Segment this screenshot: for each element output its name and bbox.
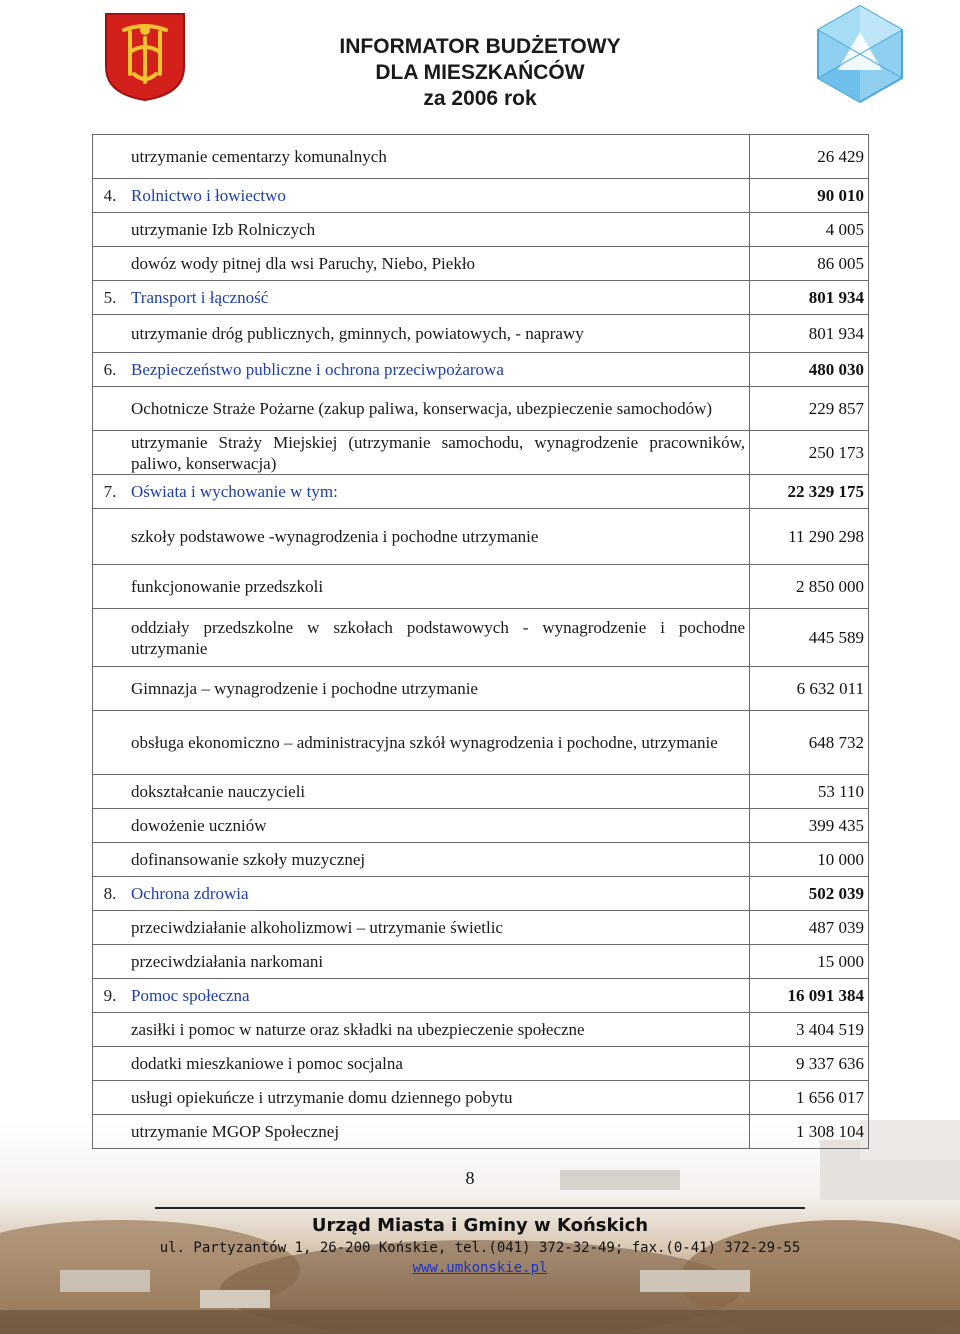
coat-of-arms-icon — [104, 12, 186, 102]
row-description: Ochrona zdrowia — [127, 877, 750, 911]
table-row — [93, 565, 869, 609]
row-description: dokształcanie nauczycieli — [127, 775, 750, 809]
category-row — [93, 353, 869, 387]
document-title — [250, 34, 710, 112]
row-number — [93, 609, 128, 667]
row-description: przeciwdziałanie alkoholizmowi – utrzymanie świetlic — [127, 911, 750, 945]
row-number — [93, 843, 128, 877]
row-amount: 399 435 — [750, 809, 869, 843]
row-number — [93, 135, 128, 179]
row-number — [93, 1047, 128, 1081]
table-row — [93, 775, 869, 809]
footer-address: ul. Partyzantów 1, 26-200 Końskie, tel.(041) 372-32-49; fax.(0-41) 372-29-55 — [159, 1240, 801, 1256]
row-amount: 22 329 175 — [750, 475, 869, 509]
row-amount: 801 934 — [750, 315, 869, 353]
row-number — [93, 315, 128, 353]
row-description: Oświata i wychowanie w tym: — [127, 475, 750, 509]
row-number — [93, 945, 128, 979]
row-amount: 801 934 — [750, 281, 869, 315]
row-number — [93, 213, 128, 247]
row-number: 5. — [93, 281, 128, 315]
table-row — [93, 135, 869, 179]
row-description: zasiłki i pomoc w naturze oraz składki na ubezpieczenie społeczne — [127, 1013, 750, 1047]
row-description: Pomoc społeczna — [127, 979, 750, 1013]
table-row — [93, 1047, 869, 1081]
table-row — [93, 809, 869, 843]
category-row — [93, 475, 869, 509]
table-row — [93, 1081, 869, 1115]
row-amount: 250 173 — [750, 431, 869, 475]
category-row — [93, 179, 869, 213]
table-row — [93, 387, 869, 431]
row-amount: 53 110 — [750, 775, 869, 809]
table-row — [93, 843, 869, 877]
table-row — [93, 315, 869, 353]
row-number: 9. — [93, 979, 128, 1013]
row-number — [93, 387, 128, 431]
footer-organization: Urząd Miasta i Gminy w Końskich — [311, 1215, 649, 1236]
table-row — [93, 1013, 869, 1047]
row-amount: 1 656 017 — [750, 1081, 869, 1115]
row-amount: 10 000 — [750, 843, 869, 877]
title-line-3: za 2006 rok — [423, 87, 537, 110]
table-row — [93, 911, 869, 945]
row-number — [93, 1081, 128, 1115]
table-row — [93, 213, 869, 247]
budget-table — [92, 134, 869, 1149]
table-row — [93, 667, 869, 711]
table-row — [93, 1115, 869, 1149]
table-row — [93, 247, 869, 281]
row-description: Ochotnicze Straże Pożarne (zakup paliwa, konserwacja, ubezpieczenie samochodów) — [127, 387, 750, 431]
table-row — [93, 945, 869, 979]
table-row — [93, 711, 869, 775]
footer-website-link[interactable]: www.umkonskie.pl — [412, 1260, 548, 1276]
crystal-logo-icon — [812, 4, 908, 104]
table-row — [93, 509, 869, 565]
row-number — [93, 667, 128, 711]
row-number: 8. — [93, 877, 128, 911]
row-number — [93, 775, 128, 809]
row-description: utrzymanie dróg publicznych, gminnych, powiatowych, - naprawy — [127, 315, 750, 353]
row-amount: 16 091 384 — [750, 979, 869, 1013]
row-description: Gimnazja – wynagrodzenie i pochodne utrzymanie — [127, 667, 750, 711]
row-number — [93, 431, 128, 475]
row-description: usługi opiekuńcze i utrzymanie domu dziennego pobytu — [127, 1081, 750, 1115]
row-amount: 502 039 — [750, 877, 869, 911]
row-number — [93, 565, 128, 609]
row-amount: 229 857 — [750, 387, 869, 431]
row-description: dowożenie uczniów — [127, 809, 750, 843]
row-amount: 480 030 — [750, 353, 869, 387]
row-amount: 15 000 — [750, 945, 869, 979]
row-description: dodatki mieszkaniowe i pomoc socjalna — [127, 1047, 750, 1081]
row-amount: 4 005 — [750, 213, 869, 247]
row-description: funkcjonowanie przedszkoli — [127, 565, 750, 609]
row-number — [93, 809, 128, 843]
page-footer — [100, 1214, 860, 1278]
row-amount: 90 010 — [750, 179, 869, 213]
row-description: Transport i łączność — [127, 281, 750, 315]
title-line-1: INFORMATOR BUDŻETOWY — [339, 35, 621, 58]
row-amount: 9 337 636 — [750, 1047, 869, 1081]
row-number: 7. — [93, 475, 128, 509]
row-amount: 648 732 — [750, 711, 869, 775]
row-description: Rolnictwo i łowiectwo — [127, 179, 750, 213]
category-row — [93, 877, 869, 911]
row-description: dofinansowanie szkoły muzycznej — [127, 843, 750, 877]
row-amount: 11 290 298 — [750, 509, 869, 565]
row-number: 6. — [93, 353, 128, 387]
row-description: utrzymanie MGOP Społecznej — [127, 1115, 750, 1149]
row-number — [93, 1013, 128, 1047]
row-description: oddziały przedszkolne w szkołach podstawowych - wynagrodzenie i pochodne utrzymanie — [127, 609, 750, 667]
row-description: dowóz wody pitnej dla wsi Paruchy, Niebo, Piekło — [127, 247, 750, 281]
row-description: utrzymanie Izb Rolniczych — [127, 213, 750, 247]
row-number — [93, 247, 128, 281]
row-amount: 6 632 011 — [750, 667, 869, 711]
row-description: Bezpieczeństwo publiczne i ochrona przeciwpożarowa — [127, 353, 750, 387]
row-number — [93, 509, 128, 565]
row-amount: 26 429 — [750, 135, 869, 179]
row-amount: 1 308 104 — [750, 1115, 869, 1149]
row-description: obsługa ekonomiczno – administracyjna szkół wynagrodzenia i pochodne, utrzymanie — [127, 711, 750, 775]
row-amount: 3 404 519 — [750, 1013, 869, 1047]
table-row — [93, 609, 869, 667]
row-number — [93, 911, 128, 945]
row-description: utrzymanie Straży Miejskiej (utrzymanie samochodu, wynagrodzenie pracowników, paliwo, konserwacja) — [127, 431, 750, 475]
row-number — [93, 711, 128, 775]
row-amount: 2 850 000 — [750, 565, 869, 609]
page-number: 8 — [465, 1168, 475, 1188]
table-row — [93, 431, 869, 475]
row-amount: 86 005 — [750, 247, 869, 281]
page-header — [0, 0, 960, 125]
row-description: utrzymanie cementarzy komunalnych — [127, 135, 750, 179]
category-row — [93, 281, 869, 315]
row-number: 4. — [93, 179, 128, 213]
row-description: szkoły podstawowe -wynagrodzenia i pochodne utrzymanie — [127, 509, 750, 565]
row-amount: 487 039 — [750, 911, 869, 945]
row-number — [93, 1115, 128, 1149]
title-line-2: DLA MIESZKAŃCÓW — [375, 61, 585, 84]
row-amount: 445 589 — [750, 609, 869, 667]
footer-divider — [155, 1207, 805, 1209]
row-description: przeciwdziałania narkomani — [127, 945, 750, 979]
category-row — [93, 979, 869, 1013]
